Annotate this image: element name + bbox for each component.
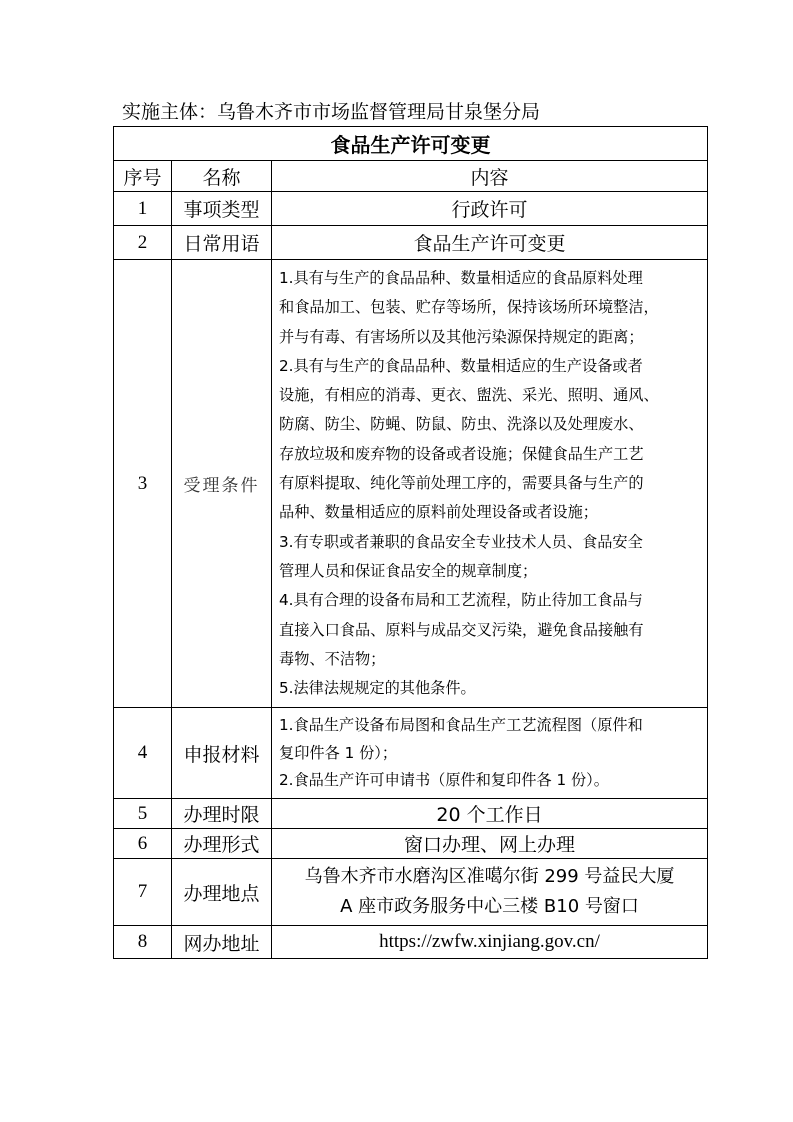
application-materials (272, 708, 708, 799)
material-line: 1.食品生产设备布局图和食品生产工艺流程图（原件和 (279, 716, 643, 735)
row-name: 办理地点 (172, 859, 272, 926)
material-line: 复印件各 1 份）； (279, 743, 398, 762)
row-content: 食品生产许可变更 (272, 226, 708, 260)
condition-line: 并与有毒、有害场所以及其他污染源保持规定的距离； (279, 327, 644, 346)
row-content: 20 个工作日 (272, 799, 708, 829)
implementing-subject: 实施主体：乌鲁木齐市市场监督管理局甘泉堡分局 (122, 101, 541, 123)
table-row (114, 799, 708, 829)
row-number: 2 (114, 226, 172, 260)
table-row (114, 859, 708, 926)
condition-line: 毒物、不洁物； (279, 649, 386, 668)
row-name: 网办地址 (172, 926, 272, 959)
row-name: 申报材料 (172, 708, 272, 799)
table-title-row (114, 127, 708, 161)
table-row (114, 926, 708, 959)
column-header-content: 内容 (272, 161, 708, 192)
condition-line: 和食品加工、包装、贮存等场所，保持该场所环境整洁， (279, 298, 659, 317)
table-row (114, 226, 708, 260)
row-name: 办理时限 (172, 799, 272, 829)
table-header-row (114, 161, 708, 192)
address-line: A 座市政务服务中心三楼 B10 号窗口 (340, 896, 639, 918)
table-row (114, 708, 708, 799)
condition-line: 防腐、防尘、防蝇、防鼠、防虫、洗涤以及处理废水、 (279, 415, 644, 434)
table-row (114, 192, 708, 226)
row-number: 5 (114, 799, 172, 829)
service-info-table (113, 126, 708, 959)
acceptance-conditions (272, 260, 708, 708)
condition-line: 4.具有合理的设备布局和工艺流程，防止待加工食品与 (279, 591, 643, 610)
row-content: 行政许可 (272, 192, 708, 226)
condition-line: 存放垃圾和废弃物的设备或者设施；保健食品生产工艺 (279, 444, 644, 463)
address-line: 乌鲁木齐市水磨沟区准噶尔街 299 号益民大厦 (304, 866, 675, 888)
condition-line: 设施，有相应的消毒、更衣、盥洗、采光、照明、通风、 (279, 386, 659, 405)
service-address (272, 859, 708, 926)
condition-line: 2.具有与生产的食品品种、数量相适应的生产设备或者 (279, 356, 643, 375)
condition-line: 品种、数量相适应的原料前处理设备或者设施； (279, 503, 598, 522)
table-row (114, 260, 708, 708)
column-header-name: 名称 (172, 161, 272, 192)
row-name: 办理形式 (172, 829, 272, 859)
row-name: 事项类型 (172, 192, 272, 226)
row-number: 8 (114, 926, 172, 959)
row-number: 1 (114, 192, 172, 226)
condition-line: 1.具有与生产的食品品种、数量相适应的食品原料处理 (279, 269, 643, 287)
column-header-number: 序号 (114, 161, 172, 192)
condition-line: 管理人员和保证食品安全的规章制度； (279, 561, 538, 580)
row-name: 日常用语 (172, 226, 272, 260)
condition-line: 3.有专职或者兼职的食品安全专业技术人员、食品安全 (279, 532, 643, 551)
online-service-url[interactable]: https://zwfw.xinjiang.gov.cn/ (272, 926, 708, 959)
row-name: 受理条件 (172, 260, 272, 708)
condition-line: 5.法律法规规定的其他条件。 (279, 679, 476, 698)
condition-line: 有原料提取、纯化等前处理工序的，需要具备与生产的 (279, 474, 644, 493)
condition-line: 直接入口食品、原料与成品交叉污染，避免食品接触有 (279, 620, 644, 639)
row-number: 3 (114, 260, 172, 708)
row-number: 4 (114, 708, 172, 799)
table-row (114, 829, 708, 859)
row-number: 7 (114, 859, 172, 926)
material-line: 2.食品生产许可申请书（原件和复印件各 1 份）。 (279, 771, 609, 790)
table-title: 食品生产许可变更 (114, 127, 708, 161)
row-content: 窗口办理、网上办理 (272, 829, 708, 859)
row-number: 6 (114, 829, 172, 859)
